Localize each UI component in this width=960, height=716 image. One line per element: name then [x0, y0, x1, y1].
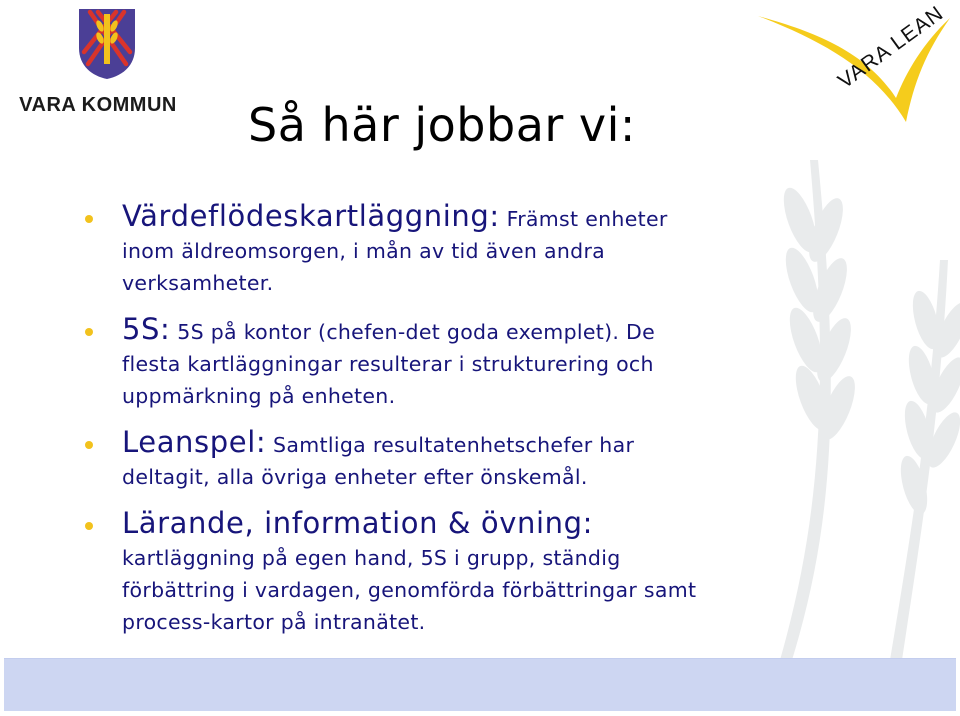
- bullet-line: förbättring i vardagen, genomförda förbättringar samt: [122, 578, 697, 602]
- bullet-item: [122, 200, 862, 299]
- bullet-dot-icon: [85, 215, 93, 223]
- bullet-line: deltagit, alla övriga enheter efter önskemål.: [122, 465, 588, 489]
- kommun-logo-text: VARA KOMMUN: [19, 94, 177, 116]
- footer-band: [4, 658, 956, 711]
- vara-kommun-logo: [18, 8, 178, 118]
- bullet-first-line: [122, 507, 862, 542]
- bullet-lead-text: Samtliga resultatenhetschefer har: [266, 433, 635, 457]
- bullet-line: inom äldreomsorgen, i mån av tid även andra: [122, 239, 606, 263]
- bullet-item: [122, 313, 862, 412]
- bullet-heading: Lärande, information & övning:: [122, 506, 594, 540]
- bullet-lead-text: 5S på kontor (chefen-det goda exemplet). De: [170, 320, 656, 344]
- lean-logo-text: VARA LEAN: [833, 1, 948, 94]
- bullet-text: [122, 313, 862, 412]
- bullet-text: [122, 507, 862, 638]
- vara-lean-logo: [756, 1, 952, 128]
- bullet-line: process-kartor på intranätet.: [122, 610, 426, 634]
- bullet-line: verksamheter.: [122, 271, 274, 295]
- bullet-heading: Värdeflödeskartläggning:: [122, 199, 500, 233]
- bullet-dot-icon: [85, 522, 93, 530]
- bullet-heading: Leanspel:: [122, 425, 267, 459]
- bullet-line: kartläggning på egen hand, 5S i grupp, ständig: [122, 546, 621, 570]
- bullet-dot-icon: [85, 441, 93, 449]
- bullet-heading: 5S:: [122, 312, 171, 346]
- bullet-first-line: [122, 426, 862, 461]
- bullet-line: uppmärkning på enheten.: [122, 384, 396, 408]
- bullet-list: [122, 200, 862, 638]
- bullet-text: [122, 200, 862, 299]
- bullet-dot-icon: [85, 328, 93, 336]
- bullet-lead-text: Främst enheter: [499, 207, 668, 231]
- bullet-line: flesta kartläggningar resulterar i strukturering och: [122, 352, 654, 376]
- bullet-item: [122, 507, 862, 638]
- slide-title: Så här jobbar vi:: [248, 98, 636, 152]
- bullet-first-line: [122, 313, 862, 348]
- bullet-item: [122, 426, 862, 493]
- bullet-first-line: [122, 200, 862, 235]
- coat-of-arms-icon: [78, 8, 136, 80]
- bullet-text: [122, 426, 862, 493]
